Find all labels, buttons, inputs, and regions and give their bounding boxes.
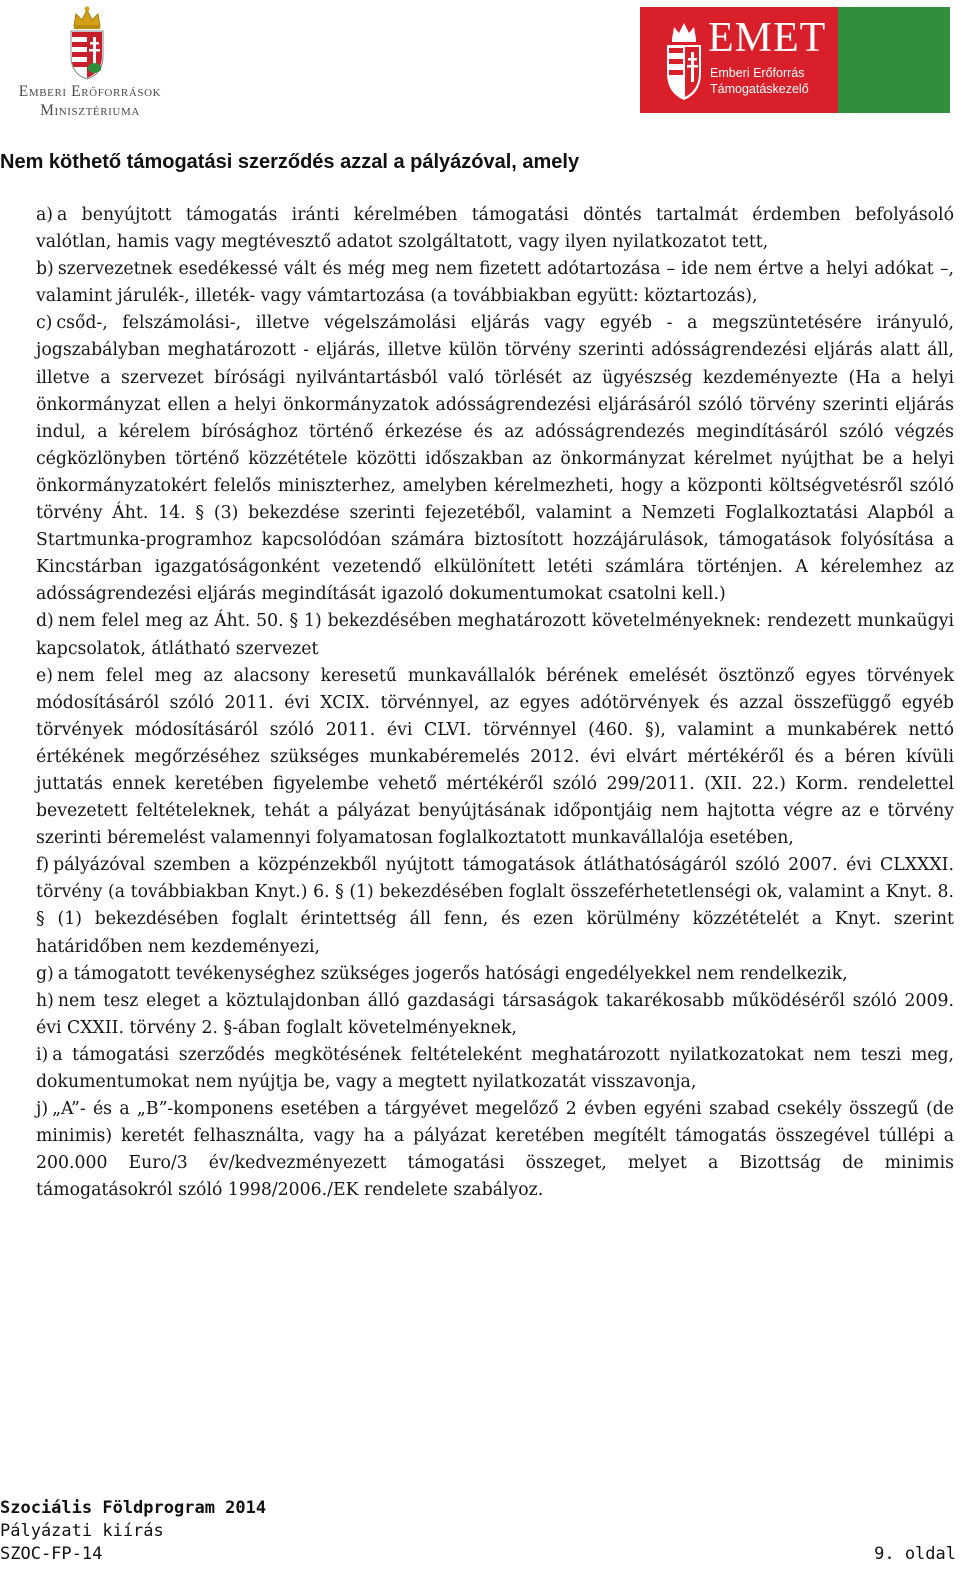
- ministry-name-line1: Emberi Erőforrások: [18, 83, 162, 100]
- condition-item-c: [36, 310, 954, 608]
- condition-item-d: [36, 608, 954, 662]
- condition-text: a támogatási szerződés megkötésének feltételeként meghatározott nyilatkozatokat nem teszi meg, dokumentumokat nem nyújtja be, vagy a megtett nyilatkozatát visszavonja,: [36, 1044, 954, 1092]
- condition-marker: f): [36, 855, 50, 876]
- emet-logo-title: EMET: [708, 15, 827, 61]
- footer-bottom-row: [0, 1543, 956, 1566]
- hungarian-coat-of-arms-icon: [66, 4, 108, 80]
- ministry-name-line2: Minisztériuma: [40, 102, 140, 119]
- emet-logo: [640, 7, 950, 113]
- condition-text: a támogatott tevékenységhez szükséges jogerős hatósági engedélyekkel nem rendelkezik,: [57, 963, 848, 984]
- page-number: 9. oldal: [874, 1544, 956, 1564]
- condition-item-a: [36, 202, 954, 256]
- condition-item-g: [36, 961, 954, 988]
- conditions-list: [36, 202, 954, 1204]
- ministry-name: [2, 82, 178, 120]
- condition-marker: d): [36, 611, 54, 632]
- emet-logo-subtitle-line2: Támogatáskezelő: [710, 82, 809, 96]
- condition-item-b: [36, 256, 954, 310]
- condition-text: nem felel meg az alacsony keresetű munkavállalók bérének emelését ösztönző egyes törvények módosításáról szóló 2011. évi XCIX. törvénnyel, az egyes adótörvények és azzal összefüggő egyéb törvények módosításáról szóló 2011. évi CLVI. törvénnyel (460. §), valamint a munkabérek nettó értékének megőrzéséhez szükséges munkabéremelés 2012. évi elvárt mértékéről és a béren kívüli juttatás ennek keretében figyelembe vehető mértékéről szóló 299/2011. (XII. 22.) Korm. rendelettel bevezetett feltételeknek, tehát a pályázat benyújtásának időpontjáig nem hajtotta végre az e törvény szerinti béremelést valamennyi folyamatosan foglalkoztatott munkavállalója esetében,: [36, 665, 954, 849]
- condition-text: szervezetnek esedékessé vált és még meg nem fizetett adótartozása – ide nem értve a helyi adókat –, valamint járulék-, illeték- vagy vámtartozása (a továbbiakban együtt: köztartozás),: [36, 259, 954, 307]
- condition-marker: e): [36, 665, 53, 686]
- condition-item-j: [36, 1096, 954, 1204]
- footer-program-title: Szociális Földprogram 2014: [0, 1498, 267, 1518]
- emet-logo-subtitle-line1: Emberi Erőforrás: [710, 66, 805, 80]
- condition-marker: c): [36, 313, 53, 334]
- condition-marker: h): [36, 990, 54, 1011]
- footer-document-kind: Pályázati kiírás: [0, 1521, 164, 1541]
- condition-marker: b): [36, 259, 54, 280]
- condition-text: „A”- és a „B”-komponens esetében a tárgyévet megelőző 2 évben egyéni szabad csekély összegű (de minimis) keretét felhasználta, vagy ha a pályázat keretében megítélt támogatás összegével túllépi a 200.000 Euro/3 év/kedvezményezett támogatási összeget, melyet a Bizottság de minimis támogatásokról szóló 1998/2006./EK rendelete szabályoz.: [36, 1099, 954, 1201]
- condition-item-f: [36, 852, 954, 960]
- condition-text: pályázóval szemben a közpénzekből nyújtott támogatások átláthatóságáról szóló 2007. évi CLXXXI. törvény (a továbbiakban Knyt.) 6. § (1) bekezdésében foglalt összeférhetetlenségi ok, valamint a Knyt. 8. § (1) bekezdésében foglalt érintettség áll fenn, és ezen körülmény közzétételét a Knyt. szerint határidőben nem kezdeményezi,: [36, 855, 954, 957]
- condition-marker: j): [36, 1099, 49, 1120]
- emet-logo-green-panel: [838, 7, 950, 113]
- condition-item-i: [36, 1042, 954, 1096]
- emet-logo-subtitle: [710, 65, 809, 97]
- condition-text: a benyújtott támogatás iránti kérelmében támogatási döntés tartalmát érdemben befolyásoló valótlan, hamis vagy megtévesztő adatot szolgáltatott, vagy ilyen nyilatkozatot tett,: [36, 205, 954, 253]
- page-footer: [0, 1497, 956, 1566]
- footer-document-code: SZOC-FP-14: [0, 1544, 103, 1564]
- ministry-logo: [0, 0, 180, 122]
- hungarian-coat-of-arms-icon: [662, 17, 706, 101]
- condition-text: nem tesz eleget a köztulajdonban álló gazdasági társaságok takarékosabb működéséről szóló 2009. évi CXXII. törvény 2. §-ában foglalt követelményeknek,: [36, 990, 954, 1038]
- condition-marker: a): [36, 205, 54, 225]
- condition-text: csőd-, felszámolási-, illetve végelszámolási eljárás vagy egyéb - a megszüntetésére irányuló, jogszabályban meghatározott - eljárás, illetve külön törvény szerinti adósságrendezési eljárás alatt áll, illetve a szervezet bírósági nyilvántartásból való törlését az ügyészség kezdeményezte (Ha a helyi önkormányzat ellen a helyi önkormányzatok adósságrendezési eljárásáról szóló törvény szerinti eljárás indul, a kérelem bírósághoz történő érkezése és az adósságrendezés megindításáról szóló végzés cégközlönyben történő közzététele közötti időszakban az önkormányzat kérelmet nyújthat be a helyi önkormányzatokért felelős miniszterhez, amelyben kérelmezheti, hogy a központi költségvetésről szóló törvény Áht. 14. § (3) bekezdése szerinti fejezetéből, valamint a Nemzeti Foglalkoztatási Alapból a Startmunka-programhoz kapcsolódóan számára biztosított hozzájárulások, támogatások folyósítása a Kincstárban igazgatóságonként vezetendő elkülönített letéti számlára történjen. A kérelemhez az adósságrendezési eljárás megindítását igazoló dokumentumokat csatolni kell.): [36, 313, 954, 605]
- section-heading: Nem köthető támogatási szerződés azzal a pályázóval, amely: [0, 151, 580, 173]
- condition-marker: i): [36, 1044, 49, 1065]
- condition-marker: g): [36, 963, 54, 984]
- condition-item-h: [36, 988, 954, 1042]
- condition-text: nem felel meg az Áht. 50. § 1) bekezdésében meghatározott követelményeknek: rendezett munkaügyi kapcsolatok, átlátható szervezet: [36, 611, 954, 659]
- condition-item-e: [36, 663, 954, 853]
